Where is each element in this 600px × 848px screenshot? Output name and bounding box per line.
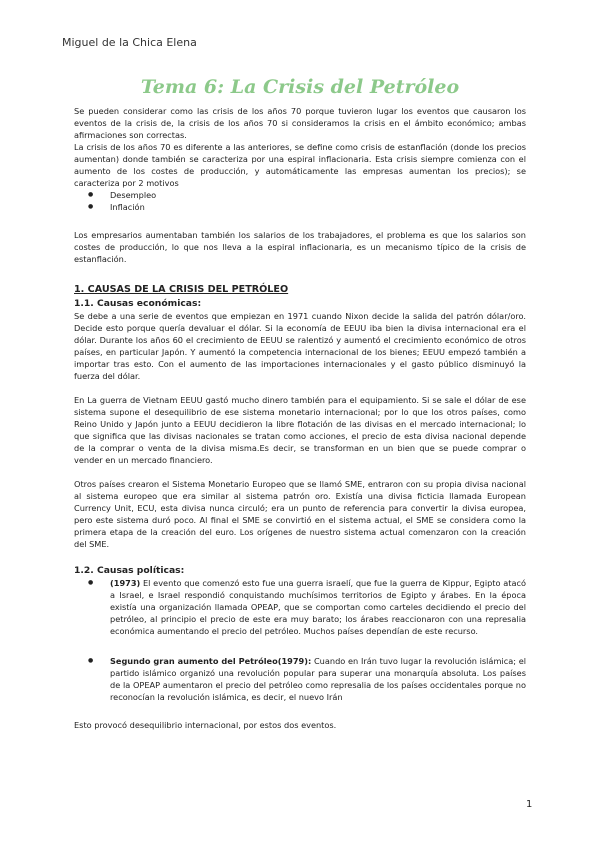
spacer <box>74 703 526 719</box>
page-number: 1 <box>526 799 533 810</box>
list-item: ● Inflación <box>74 201 526 213</box>
author-name: Miguel de la Chica Elena <box>62 36 197 49</box>
spacer <box>74 213 526 229</box>
intro-paragraph-3: Los empresarios aumentaban también los salarios de los trabajadores, el problema es que los salarios son costes de producción, lo que nos lleva a la espiral inflacionaria, es un mecanismo típico de la crisis de estanflación. <box>74 230 526 264</box>
item-label: (1973) <box>110 578 141 588</box>
spacer <box>74 265 526 283</box>
intro-paragraph-2: La crisis de los años 70 es diferente a las anteriores, se define como crisis de estanflación (donde los precios aumentan) donde también se caracteriza por una espiral inflacionaria. Esta crisis siempre comienza con el aumento de los costes de producción, y automáticamente las empresas aumentan los precios); se caracteriza por 2 motivos <box>74 142 526 188</box>
economic-paragraph-3: Otros países crearon el Sistema Monetario Europeo que se llamó SME, entraron con su propia divisa nacional al sistema europeo que era similar al sistema patrón oro. Existía una divisa ficticia llamada European Currency Unit, ECU, esta divisa nunca circuló; era un punto de referencia para convertir la divisa europea, pero este sistema duró poco. Al final el SME se convirtió en el sistema actual, el SME se considera como la primera etapa de la creación del euro. Los orígenes de nuestro sistema actual comenzaron con la creación del SME. <box>74 479 526 549</box>
subsection-heading-political: 1.2. Causas políticas: <box>74 565 185 576</box>
list-item <box>74 577 526 637</box>
spacer <box>74 637 526 655</box>
spacer <box>74 550 526 564</box>
page-title: Tema 6: La Crisis del Petróleo <box>140 76 460 98</box>
item-text: Cuando en Irán tuvo lugar la revolución islámica; el partido islámico organizó una revolución popular para superar una monarquía absoluta. Los países de la OPEAP aumentaron el precio del petróleo como represalia de los países occidentales porque no reconocían la revolución islámica, es decir, el nuevo Irán <box>110 656 527 702</box>
subsection-heading-economic: 1.1. Causas económicas: <box>74 298 202 309</box>
spacer <box>74 382 526 394</box>
list-item <box>74 655 526 703</box>
item-text: El evento que comenzó esto fue una guerra israelí, que fue la guerra de Kippur, Egipto atacó a Israel, e Israel respondió conquistando muchísimos territorios de Egipto y árabes. En la época existía una organización llamada OPEAP, que se comportan como carteles decidiendo el precio del petróleo, al principio el precio de este era muy barato; los árabes reaccionaron con una represalia económica aumentando el precio del petróleo. Muchos países dependían de este recurso. <box>110 578 526 636</box>
intro-paragraph-1: Se pueden considerar como las crisis de los años 70 porque tuvieron lugar los eventos que causaron los eventos de la crisis de, la crisis de los años 70 si consideramos la crisis en el ámbito económico; ambas afirmaciones son correctas. <box>74 106 526 140</box>
political-list <box>74 577 526 703</box>
economic-paragraph-2: En La guerra de Vietnam EEUU gastó mucho dinero también para el equipamiento. Si se sale el dólar de ese sistema supone el desequilibrio de ese sistema monetario internacional; por lo que los otros países, como Reino Unido y Japón junto a EEUU decidieron la libre flotación de las divisas en el mercado internacional; lo que significa que las divisas nacionales se tratan como acciones, el precio de esta divisa nacional depende de la comprar o venta de la divisa misma.Es decir, se transforman en un bien que se puede comprar o vender en un mercado financiero. <box>74 395 526 465</box>
motive-list <box>74 189 526 213</box>
document-body <box>74 76 526 731</box>
closing-paragraph: Esto provocó desequilibrio internacional, por estos dos eventos. <box>74 720 337 730</box>
economic-paragraph-1: Se debe a una serie de eventos que empiezan en 1971 cuando Nixon decide la salida del patrón dólar/oro. Decide esto porque quería devaluar el dólar. Si la economía de EEUU iba bien la divisa internacional era el dólar. Durante los años 60 el crecimiento de EEUU se ralentizó y aumentó el crecimiento económico de otros países, en particular Japón. Y aumentó la competencia internacional de los bienes; EEUU empezó también a importar tras esto. Con el aumento de las importaciones internacionales y el gasto público disminuyó la fuerza del dólar. <box>74 311 526 381</box>
spacer <box>74 466 526 478</box>
list-item: ● Desempleo <box>74 189 526 201</box>
section-heading: 1. CAUSAS DE LA CRISIS DEL PETRÓLEO <box>74 284 289 295</box>
item-label: Segundo gran aumento del Petróleo(1979): <box>110 656 312 666</box>
